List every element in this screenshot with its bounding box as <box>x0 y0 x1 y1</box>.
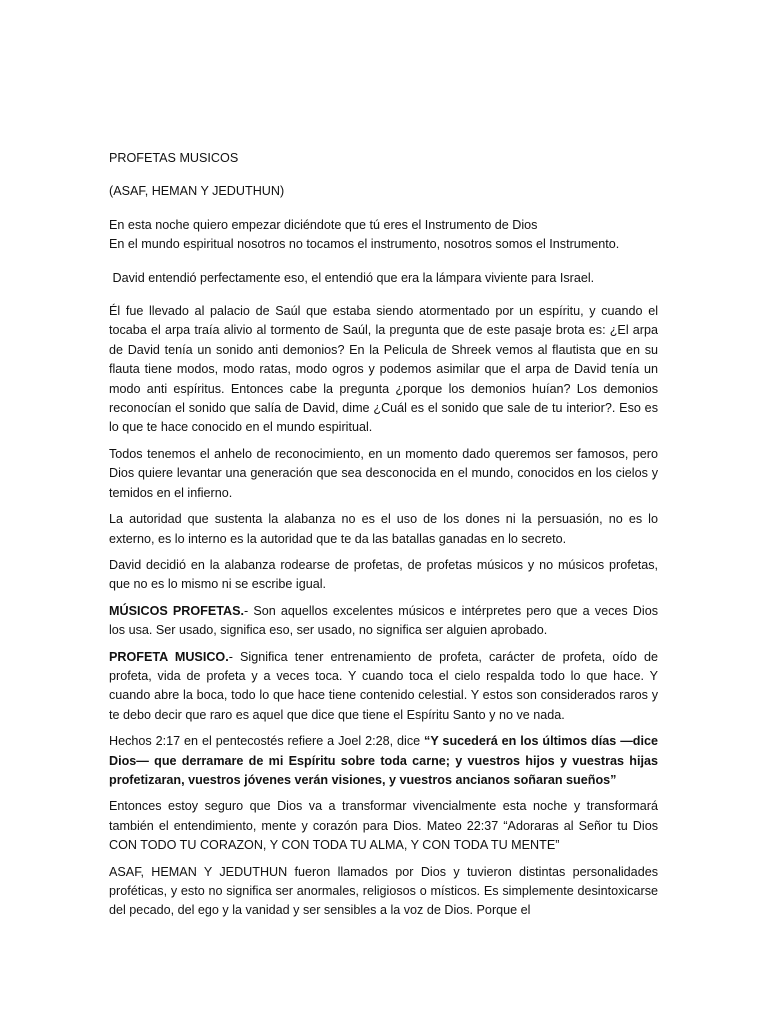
paragraph-autoridad: La autoridad que sustenta la alabanza no es el uso de los dones ni la persuasión, no es lo externo, es lo interno es la autoridad que te da las batallas ganadas en lo secreto. <box>109 512 658 546</box>
profeta-musico-text: - Significa tener entrenamiento de profeta, carácter de profeta, oído de profeta, vida de profeta y a veces toca. Y cuando toca el cielo respalda todo lo que hace. Y cuando abre la boca, todo lo que hace tiene contenido celestial. Y estos son considerados raros y te debo decir que raro es aquel que dice que tiene el Espíritu Santo y no ve nada. <box>109 649 658 722</box>
paragraph-hechos <box>109 732 658 790</box>
profeta-musico-label: PROFETA MUSICO. <box>109 649 229 664</box>
hechos-text: Hechos 2:17 en el pentecostés refiere a Joel 2:28, dice <box>109 734 425 749</box>
hechos-quote: “Y sucederá en los últimos días —dice Dios— que derramare de mi Espíritu sobre toda carne; y vuestros hijos y vuestras hijas profetizaran, vuestros jóvenes verán visiones, y vuestros ancianos soñaran sueños” <box>109 734 659 787</box>
musicos-profetas-text: - Son aquellos excelentes músicos e intérpretes pero que a veces Dios los usa. Ser usado, significa eso, ser usado, no significa ser alguien aprobado. <box>109 603 658 638</box>
paragraph-anhelo: Todos tenemos el anhelo de reconocimiento, en un momento dado queremos ser famosos, pero Dios quiere levantar una generación que sea desconocida en el mundo, conocidos en los cielos y temidos en el infierno. <box>109 446 658 500</box>
paragraph-asaf: ASAF, HEMAN Y JEDUTHUN fueron llamados por Dios y tuvieron distintas personalidades proféticas, y esto no significa ser anormales, religiosos o místicos. Es simplemente desintoxicarse del pecado, del ego y la vanidad y ser sensibles a la voz de Dios. Porque el <box>109 864 658 918</box>
document-subtitle: (ASAF, HEMAN Y JEDUTHUN) <box>109 184 285 199</box>
paragraph-musicos-profetas <box>109 602 658 641</box>
document-body <box>109 149 658 928</box>
paragraph-entonces: Entonces estoy seguro que Dios va a transformar vivencialmente esta noche y transformará también el entendimiento, mente y corazón para Dios. Mateo 22:37 “Adoraras al Señor tu Dios CON TODO TU CORAZON, Y CON TODA TU ALMA, Y CON TODA TU MENTE” <box>109 799 658 853</box>
intro-line-1: En esta noche quiero empezar diciéndote que tú eres el Instrumento de Dios <box>109 217 538 232</box>
intro-line-2: En el mundo espiritual nosotros no tocamos el instrumento, nosotros somos el Instrumento. <box>109 237 620 252</box>
paragraph-profeta-musico <box>109 648 658 726</box>
intro-block <box>109 216 658 255</box>
document-title: PROFETAS MUSICOS <box>109 151 239 165</box>
paragraph-saul: Él fue llevado al palacio de Saúl que estaba siendo atormentado por un espíritu, y cuando el tocaba el arpa traía alivio al tormento de Saúl, la pregunta que de este pasaje brota es: ¿El arpa de David tenía un sonido anti demonios? En la Pelicula de Shreek vemos al flautista que en su flauta tiene modos, modo ratas, modo ogros y podemos asimilar que el arpa de David tenía un modo anti espíritus. Entonces cabe la pregunta ¿porque los demonios huían? Los demonios reconocían el sonido que salía de David, dime ¿Cuál es el sonido que sale de tu interior?. Eso es lo que te hace conocido en el mundo espiritual. <box>109 304 658 435</box>
musicos-profetas-label: MÚSICOS PROFETAS. <box>109 603 245 618</box>
paragraph-decidio: David decidió en la alabanza rodearse de profetas, de profetas músicos y no músicos profetas, que no es lo mismo ni se escribe igual. <box>109 557 658 592</box>
paragraph-david: David entendió perfectamente eso, el entendió que era la lámpara viviente para Israel. <box>109 270 595 285</box>
